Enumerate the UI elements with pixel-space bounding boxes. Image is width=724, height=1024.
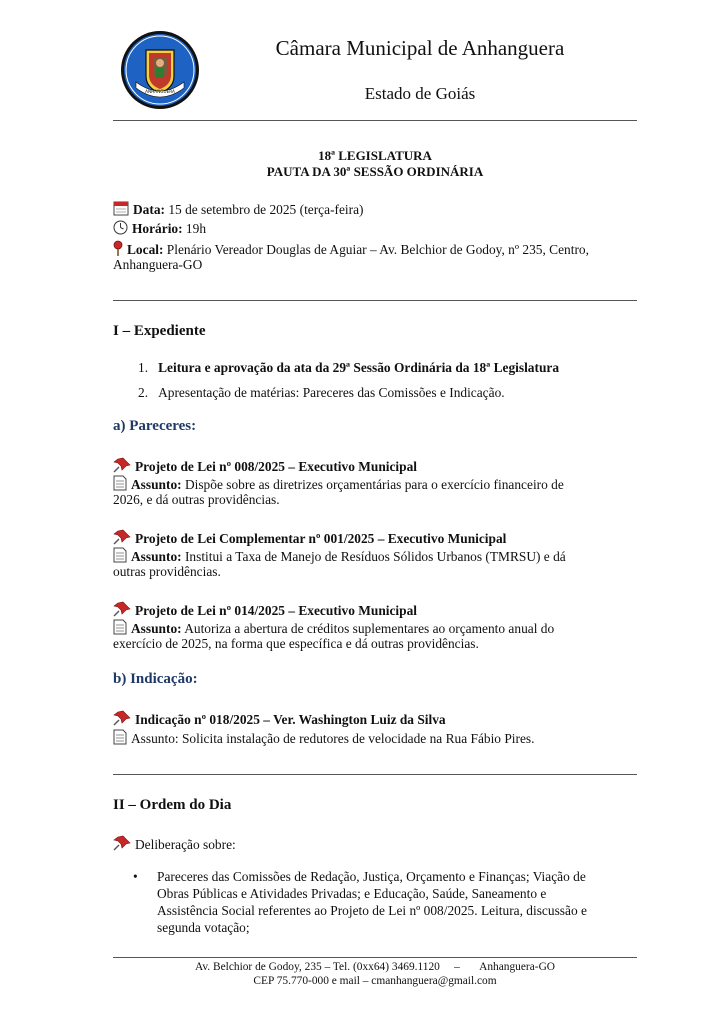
list-item: 2. Apresentação de matérias: Pareceres das Comissões e Indicação. <box>138 385 505 400</box>
pushpin-icon <box>113 710 131 726</box>
list-item: 1. Leitura e aprovação da ata da 29ª Sessão Ordinária da 18ª Legislatura <box>138 360 560 375</box>
legislature-label: 18ª LEGISLATURA <box>318 148 432 163</box>
pushpin-icon <box>113 457 131 473</box>
svg-text:ANHANGUERA: ANHANGUERA <box>145 89 175 94</box>
municipal-seal-icon <box>120 30 200 110</box>
expediente-heading: I – Expediente <box>113 323 206 339</box>
section-divider <box>113 774 637 775</box>
calendar-icon <box>113 201 129 216</box>
map-pin-icon <box>113 240 123 256</box>
footer-divider <box>113 957 637 958</box>
bullet-text: segunda votação; <box>157 920 250 935</box>
footer-contact: CEP 75.770-000 e mail – cmanhanguera@gmail.com <box>253 975 497 987</box>
pushpin-icon <box>113 601 131 617</box>
project-title: Projeto de Lei nº 008/2025 – Executivo Municipal <box>113 457 643 475</box>
footer-address: Av. Belchior de Godoy, 235 – Tel. (0xx64) 3469.1120 – Anhanguera-GO <box>194 961 556 973</box>
project-subject: Assunto: Institui a Taxa de Manejo de Resíduos Sólidos Urbanos (TMRSU) e dá <box>113 547 643 565</box>
project-subject: Assunto: Autoriza a abertura de créditos suplementares ao orçamento anual do <box>113 619 643 637</box>
session-date: Data: 15 de setembro de 2025 (terça-feira) <box>113 201 643 218</box>
indicacao-title: Indicação nº 018/2025 – Ver. Washington Luiz da Silva <box>113 710 643 728</box>
document-icon <box>113 619 127 635</box>
project-subject-cont: outras providências. <box>113 564 221 579</box>
pareceres-heading: a) Pareceres: <box>113 418 197 434</box>
document-icon <box>113 547 127 563</box>
bullet-text: Obras Públicas e Atividades Privadas; e Educação, Saúde, Saneamento e <box>157 886 547 901</box>
indicacao-subject: Assunto: Solicita instalação de redutores de velocidade na Rua Fábio Pires. <box>113 729 643 747</box>
project-title: Projeto de Lei nº 014/2025 – Executivo Municipal <box>113 601 643 619</box>
project-subject: Assunto: Dispõe sobre as diretrizes orçamentárias para o exercício financeiro de <box>113 475 643 493</box>
bullet-text: Pareceres das Comissões de Redação, Justiça, Orçamento e Finanças; Viação de <box>157 869 586 884</box>
chamber-name: Câmara Municipal de Anhanguera <box>275 36 565 60</box>
state-name: Estado de Goiás <box>364 84 476 103</box>
project-title: Projeto de Lei Complementar nº 001/2025 – Executivo Municipal <box>113 529 643 547</box>
project-subject-cont: 2026, e dá outras providências. <box>113 492 280 507</box>
document-icon <box>113 729 127 745</box>
pushpin-icon <box>113 835 131 851</box>
indicacao-heading: b) Indicação: <box>113 671 198 687</box>
deliberation-label: Deliberação sobre: <box>113 835 643 853</box>
clock-icon <box>113 220 128 235</box>
session-time: Horário: 19h <box>113 220 643 237</box>
ordem-heading: II – Ordem do Dia <box>113 797 232 813</box>
document-icon <box>113 475 127 491</box>
session-place: Local: Plenário Vereador Douglas de Aguiar – Av. Belchior de Godoy, nº 235, Centro, <box>113 240 643 258</box>
project-subject-cont: exercício de 2025, na forma que específica e dá outras providências. <box>113 636 479 651</box>
pushpin-icon <box>113 529 131 545</box>
section-divider <box>113 300 637 301</box>
bullet-icon: • <box>133 869 138 884</box>
header-divider <box>113 120 637 121</box>
agenda-title: PAUTA DA 30ª SESSÃO ORDINÁRIA <box>266 164 484 179</box>
bullet-text: Assistência Social referentes ao Projeto de Lei nº 008/2025. Leitura, discussão e <box>157 903 587 918</box>
session-place-cont: Anhanguera-GO <box>113 257 203 272</box>
